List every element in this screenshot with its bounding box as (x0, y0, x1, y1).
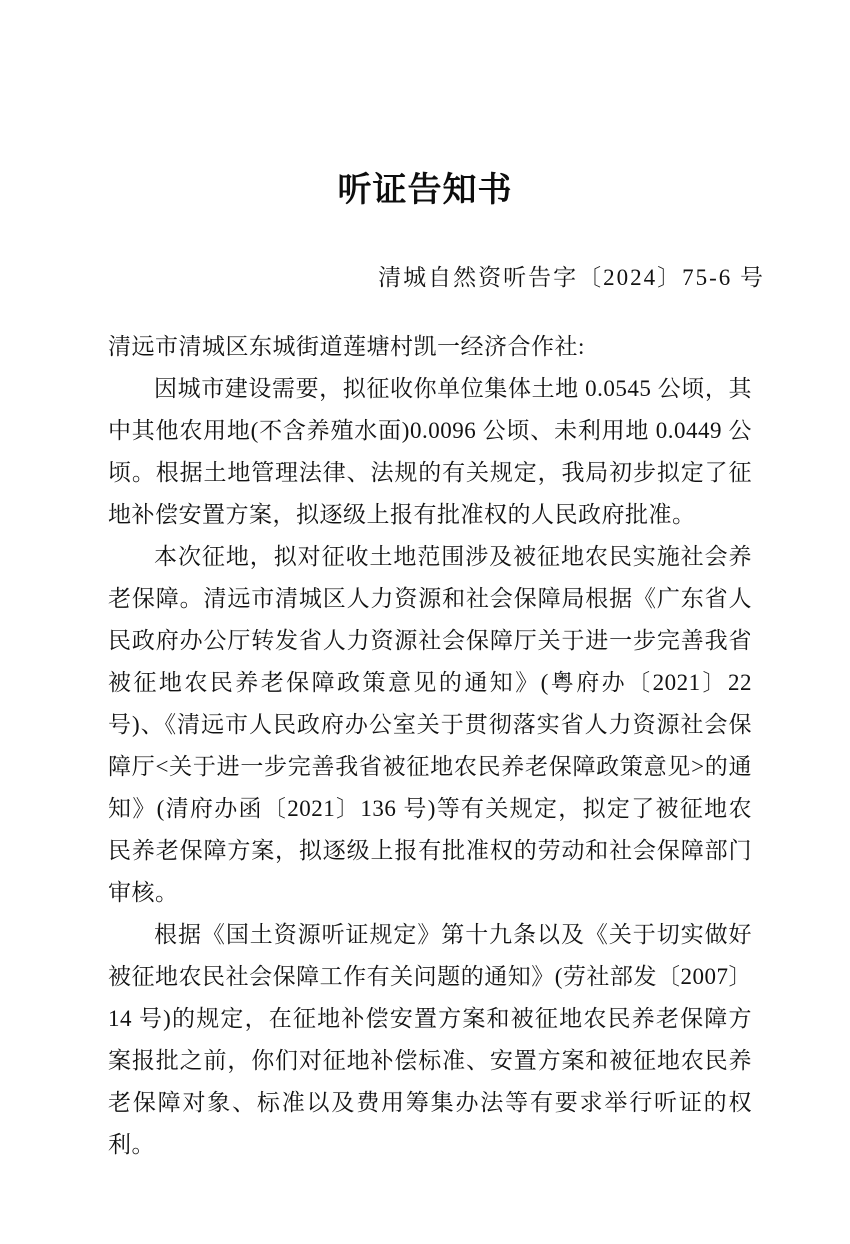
addressee-line: 清远市清城区东城街道莲塘村凯一经济合作社: (108, 334, 585, 359)
paragraph-1: 因城市建设需要，拟征收你单位集体土地 0.0545 公顷，其中其他农用地(不含养殖水面)0.0096 公顷、未利用地 0.0449 公顷。根据土地管理法律、法规的有关规定，我局初步拟定了征地补偿安置方案，拟逐级上报有批准权的人民政府批准。 (108, 376, 752, 527)
document-body (108, 326, 752, 1166)
document-reference-number: 清城自然资听告字〔2024〕75-6 号 (378, 265, 765, 290)
paragraph-3: 根据《国土资源听证规定》第十九条以及《关于切实做好被征地农民社会保障工作有关问题的通知》(劳社部发〔2007〕14 号)的规定，在征地补偿安置方案和被征地农民养老保障方案报批之前，你们对征地补偿标准、安置方案和被征地农民养老保障对象、标准以及费用筹集办法等有要求举行听证的权利。 (108, 922, 752, 1157)
document-title: 听证告知书 (337, 170, 513, 210)
paragraph-2: 本次征地，拟对征收土地范围涉及被征地农民实施社会养老保障。清远市清城区人力资源和社会保障局根据《广东省人民政府办公厅转发省人力资源社会保障厅关于进一步完善我省被征地农民养老保障政策意见的通知》(粤府办〔2021〕22 号)、《清远市人民政府办公室关于贯彻落实省人力资源社会保障厅<关于进一步完善我省被征地农民养老保障政策意见>的通知》(清府办函〔2021〕136 号)等有关规定，拟定了被征地农民养老保障方案，拟逐级上报有批准权的劳动和社会保障部门审核。 (108, 544, 752, 905)
